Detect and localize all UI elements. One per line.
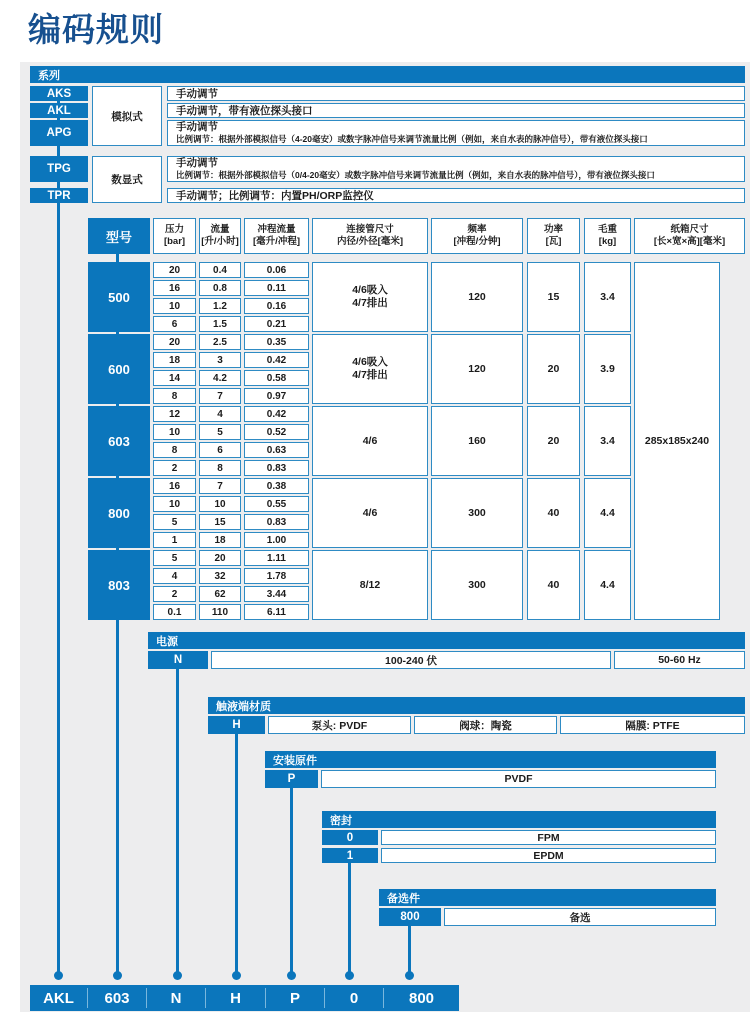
seal-code-0-cell: 0 bbox=[322, 830, 378, 845]
spec-header-freq bbox=[431, 218, 523, 254]
spec-header-power bbox=[527, 218, 580, 254]
power-cell-500: 15 bbox=[527, 262, 580, 332]
page-title: 编码规则 bbox=[28, 11, 164, 48]
spec-header-pipe-l1: 连接管尺寸 bbox=[346, 224, 394, 236]
stroke-cell: 0.35 bbox=[244, 334, 309, 350]
pipe-cell-line2: 4/7排出 bbox=[352, 369, 388, 381]
pipe-cell-500 bbox=[312, 262, 428, 332]
spec-header-pressure bbox=[153, 218, 196, 254]
flow-cell: 4 bbox=[199, 406, 241, 422]
pressure-cell: 5 bbox=[153, 514, 196, 530]
flow-cell: 7 bbox=[199, 388, 241, 404]
flow-cell: 4.2 bbox=[199, 370, 241, 386]
code-segment-model: 603 bbox=[104, 989, 130, 1007]
seal-header-bar bbox=[322, 811, 716, 828]
pressure-cell: 16 bbox=[153, 478, 196, 494]
flow-cell: 1.2 bbox=[199, 298, 241, 314]
stroke-cell: 0.83 bbox=[244, 514, 309, 530]
series-key-akl: AKL bbox=[30, 103, 88, 118]
flow-cell: 2.5 bbox=[199, 334, 241, 350]
flow-cell: 5 bbox=[199, 424, 241, 440]
freq-cell-603: 160 bbox=[431, 406, 523, 476]
flow-cell: 20 bbox=[199, 550, 241, 566]
series-key-apg: APG bbox=[30, 120, 88, 146]
freq-cell-803: 300 bbox=[431, 550, 523, 620]
power-header-bar bbox=[148, 632, 745, 649]
power-cell-600: 20 bbox=[527, 334, 580, 404]
stroke-cell: 1.78 bbox=[244, 568, 309, 584]
stroke-cell: 0.58 bbox=[244, 370, 309, 386]
spec-header-pipe-l2: 内径/外径[毫米] bbox=[337, 236, 403, 247]
pressure-cell: 14 bbox=[153, 370, 196, 386]
material-pump-head-cell: 泵头: PVDF bbox=[268, 716, 411, 734]
spec-header-carton-l2: [长×宽×高][毫米] bbox=[653, 236, 726, 247]
flow-cell: 62 bbox=[199, 586, 241, 602]
flow-cell: 6 bbox=[199, 442, 241, 458]
pipe-cell-600 bbox=[312, 334, 428, 404]
pipe-cell-803: 8/12 bbox=[312, 550, 428, 620]
series-desc-tpg-line2: 比例调节：根据外部模拟信号（0/4-20毫安）或数字脉冲信号来调节流量比例（例如，来自水表的脉冲信号），带有液位探头接口 bbox=[176, 170, 655, 181]
series-key-tpr: TPR bbox=[30, 188, 88, 203]
code-segment-seal: 0 bbox=[349, 989, 359, 1007]
series-desc-tpr: 手动调节；比例调节：内置PH/ORP监控仪 bbox=[167, 188, 745, 203]
stroke-cell: 0.42 bbox=[244, 352, 309, 368]
material-header-bar bbox=[208, 697, 745, 714]
code-dot-material bbox=[232, 971, 241, 980]
spec-header-flow-l1: 流量 bbox=[210, 224, 230, 236]
pressure-cell: 0.1 bbox=[153, 604, 196, 620]
install-header-bar bbox=[265, 751, 716, 768]
spec-header-stroke bbox=[244, 218, 309, 254]
series-desc-apg-line2: 比例调节：根据外部模拟信号（4-20毫安）或数字脉冲信号来调节流量比例（例如，来自水表的脉冲信号），带有液位探头接口 bbox=[176, 134, 648, 145]
material-diaphragm-cell: 隔膜: PTFE bbox=[560, 716, 745, 734]
series-type-digital: 数显式 bbox=[92, 156, 162, 203]
series-desc-apg bbox=[167, 120, 745, 146]
freq-cell-800: 300 bbox=[431, 478, 523, 548]
model-cell-800: 800 bbox=[88, 478, 150, 548]
options-value-cell: 备选 bbox=[444, 908, 716, 926]
weight-cell-803: 4.4 bbox=[584, 550, 631, 620]
series-key-aks: AKS bbox=[30, 86, 88, 101]
material-header-label: 触液端材质 bbox=[216, 700, 271, 713]
series-header-label: 系列 bbox=[38, 69, 60, 82]
stroke-cell: 0.11 bbox=[244, 280, 309, 296]
flow-cell: 32 bbox=[199, 568, 241, 584]
pressure-cell: 16 bbox=[153, 280, 196, 296]
stroke-cell: 6.11 bbox=[244, 604, 309, 620]
pressure-cell: 18 bbox=[153, 352, 196, 368]
code-segment-install: P bbox=[289, 989, 300, 1007]
power-header-label: 电源 bbox=[156, 635, 178, 648]
connector-line-material bbox=[235, 734, 238, 974]
model-cell-803: 803 bbox=[88, 550, 150, 620]
code-dot-options bbox=[405, 971, 414, 980]
series-desc-apg-line1: 手动调节 bbox=[176, 121, 218, 133]
spec-header-weight-l1: 毛重 bbox=[597, 224, 617, 236]
spec-header-freq-l2: [冲程/分钟] bbox=[453, 236, 501, 247]
spec-header-weight-l2: [kg] bbox=[598, 236, 617, 247]
pressure-cell: 5 bbox=[153, 550, 196, 566]
pressure-cell: 8 bbox=[153, 442, 196, 458]
flow-cell: 7 bbox=[199, 478, 241, 494]
flow-cell: 18 bbox=[199, 532, 241, 548]
weight-cell-600: 3.9 bbox=[584, 334, 631, 404]
flow-cell: 0.4 bbox=[199, 262, 241, 278]
flow-cell: 8 bbox=[199, 460, 241, 476]
power-code-cell: N bbox=[148, 651, 208, 669]
weight-cell-603: 3.4 bbox=[584, 406, 631, 476]
spec-header-power-l1: 功率 bbox=[543, 224, 563, 236]
power-cell-800: 40 bbox=[527, 478, 580, 548]
code-dot-series bbox=[54, 971, 63, 980]
pressure-cell: 10 bbox=[153, 496, 196, 512]
options-header-bar bbox=[379, 889, 716, 906]
pressure-cell: 20 bbox=[153, 262, 196, 278]
options-code-cell: 800 bbox=[379, 908, 441, 926]
pipe-cell-line1: 4/6吸入 bbox=[352, 355, 388, 368]
options-header-label: 备选件 bbox=[387, 892, 420, 905]
freq-cell-600: 120 bbox=[431, 334, 523, 404]
series-type-analog: 模拟式 bbox=[92, 86, 162, 146]
code-segment-power: N bbox=[170, 989, 182, 1007]
flow-cell: 15 bbox=[199, 514, 241, 530]
code-dot-seal bbox=[345, 971, 354, 980]
spec-header-model: 型号 bbox=[88, 218, 150, 254]
install-header-label: 安装原件 bbox=[273, 754, 317, 767]
spec-header-carton-l1: 纸箱尺寸 bbox=[670, 224, 709, 236]
stroke-cell: 1.11 bbox=[244, 550, 309, 566]
pipe-cell-800: 4/6 bbox=[312, 478, 428, 548]
model-cell-500: 500 bbox=[88, 262, 150, 332]
power-cell-603: 20 bbox=[527, 406, 580, 476]
flow-cell: 0.8 bbox=[199, 280, 241, 296]
stroke-cell: 0.42 bbox=[244, 406, 309, 422]
series-desc-aks: 手动调节 bbox=[167, 86, 745, 101]
stroke-cell: 0.21 bbox=[244, 316, 309, 332]
pressure-cell: 10 bbox=[153, 298, 196, 314]
material-code-cell: H bbox=[208, 716, 265, 734]
pressure-cell: 8 bbox=[153, 388, 196, 404]
spec-header-pressure-l1: 压力 bbox=[164, 224, 184, 236]
spec-header-power-l2: [瓦] bbox=[545, 236, 562, 247]
seal-value-epdm-cell: EPDM bbox=[381, 848, 716, 863]
weight-cell-800: 4.4 bbox=[584, 478, 631, 548]
stroke-cell: 0.38 bbox=[244, 478, 309, 494]
pressure-cell: 6 bbox=[153, 316, 196, 332]
stroke-cell: 0.06 bbox=[244, 262, 309, 278]
connector-line-install bbox=[290, 788, 293, 974]
spec-header-freq-l1: 频率 bbox=[467, 224, 487, 236]
pressure-cell: 2 bbox=[153, 460, 196, 476]
seal-header-label: 密封 bbox=[330, 814, 352, 827]
spec-header-stroke-l2: [毫升/冲程] bbox=[253, 236, 300, 247]
spec-header-flow-l2: [升/小时] bbox=[201, 236, 239, 247]
code-bar bbox=[30, 985, 459, 1011]
series-desc-tpg-line1: 手动调节 bbox=[176, 157, 218, 169]
material-valve-ball-cell: 阀球：陶瓷 bbox=[414, 716, 557, 734]
spec-header-pressure-l2: [bar] bbox=[163, 236, 186, 247]
series-key-tpg: TPG bbox=[30, 156, 88, 182]
spec-header-weight bbox=[584, 218, 631, 254]
freq-cell-500: 120 bbox=[431, 262, 523, 332]
install-value-cell: PVDF bbox=[321, 770, 716, 788]
power-freq-cell: 50-60 Hz bbox=[614, 651, 745, 669]
seal-code-1-cell: 1 bbox=[322, 848, 378, 863]
pressure-cell: 4 bbox=[153, 568, 196, 584]
flow-cell: 110 bbox=[199, 604, 241, 620]
pressure-cell: 2 bbox=[153, 586, 196, 602]
code-dot-install bbox=[287, 971, 296, 980]
pressure-cell: 10 bbox=[153, 424, 196, 440]
code-segment-material: H bbox=[230, 989, 241, 1007]
stroke-cell: 0.55 bbox=[244, 496, 309, 512]
stroke-cell: 1.00 bbox=[244, 532, 309, 548]
flow-cell: 10 bbox=[199, 496, 241, 512]
connector-line-power bbox=[176, 669, 179, 974]
stroke-cell: 3.44 bbox=[244, 586, 309, 602]
code-segment-options: 800 bbox=[408, 989, 435, 1007]
pipe-cell-line1: 4/6吸入 bbox=[352, 283, 388, 296]
stroke-cell: 0.83 bbox=[244, 460, 309, 476]
series-header-bar bbox=[30, 66, 745, 83]
weight-cell-500: 3.4 bbox=[584, 262, 631, 332]
flow-cell: 3 bbox=[199, 352, 241, 368]
connector-line-series bbox=[57, 95, 60, 974]
stroke-cell: 0.97 bbox=[244, 388, 309, 404]
connector-line-options bbox=[408, 926, 411, 974]
spec-header-pipe bbox=[312, 218, 428, 254]
pressure-cell: 20 bbox=[153, 334, 196, 350]
connector-line-seal bbox=[348, 863, 351, 974]
flow-cell: 1.5 bbox=[199, 316, 241, 332]
code-dot-power bbox=[173, 971, 182, 980]
seal-value-fpm-cell: FPM bbox=[381, 830, 716, 845]
spec-header-stroke-l1: 冲程流量 bbox=[257, 224, 296, 236]
series-desc-tpg bbox=[167, 156, 745, 182]
series-desc-akl: 手动调节，带有液位探头接口 bbox=[167, 103, 745, 118]
code-segment-series: AKL bbox=[43, 989, 74, 1007]
carton-size-cell: 285x185x240 bbox=[634, 262, 720, 620]
stroke-cell: 0.16 bbox=[244, 298, 309, 314]
spec-header-carton bbox=[634, 218, 745, 254]
pipe-cell-603: 4/6 bbox=[312, 406, 428, 476]
model-cell-603: 603 bbox=[88, 406, 150, 476]
stroke-cell: 0.63 bbox=[244, 442, 309, 458]
install-code-cell: P bbox=[265, 770, 318, 788]
power-voltage-cell: 100-240 伏 bbox=[211, 651, 611, 669]
pressure-cell: 1 bbox=[153, 532, 196, 548]
pressure-cell: 12 bbox=[153, 406, 196, 422]
pipe-cell-line2: 4/7排出 bbox=[352, 297, 388, 309]
model-cell-600: 600 bbox=[88, 334, 150, 404]
spec-header-flow bbox=[199, 218, 241, 254]
power-cell-803: 40 bbox=[527, 550, 580, 620]
code-dot-model bbox=[113, 971, 122, 980]
stroke-cell: 0.52 bbox=[244, 424, 309, 440]
